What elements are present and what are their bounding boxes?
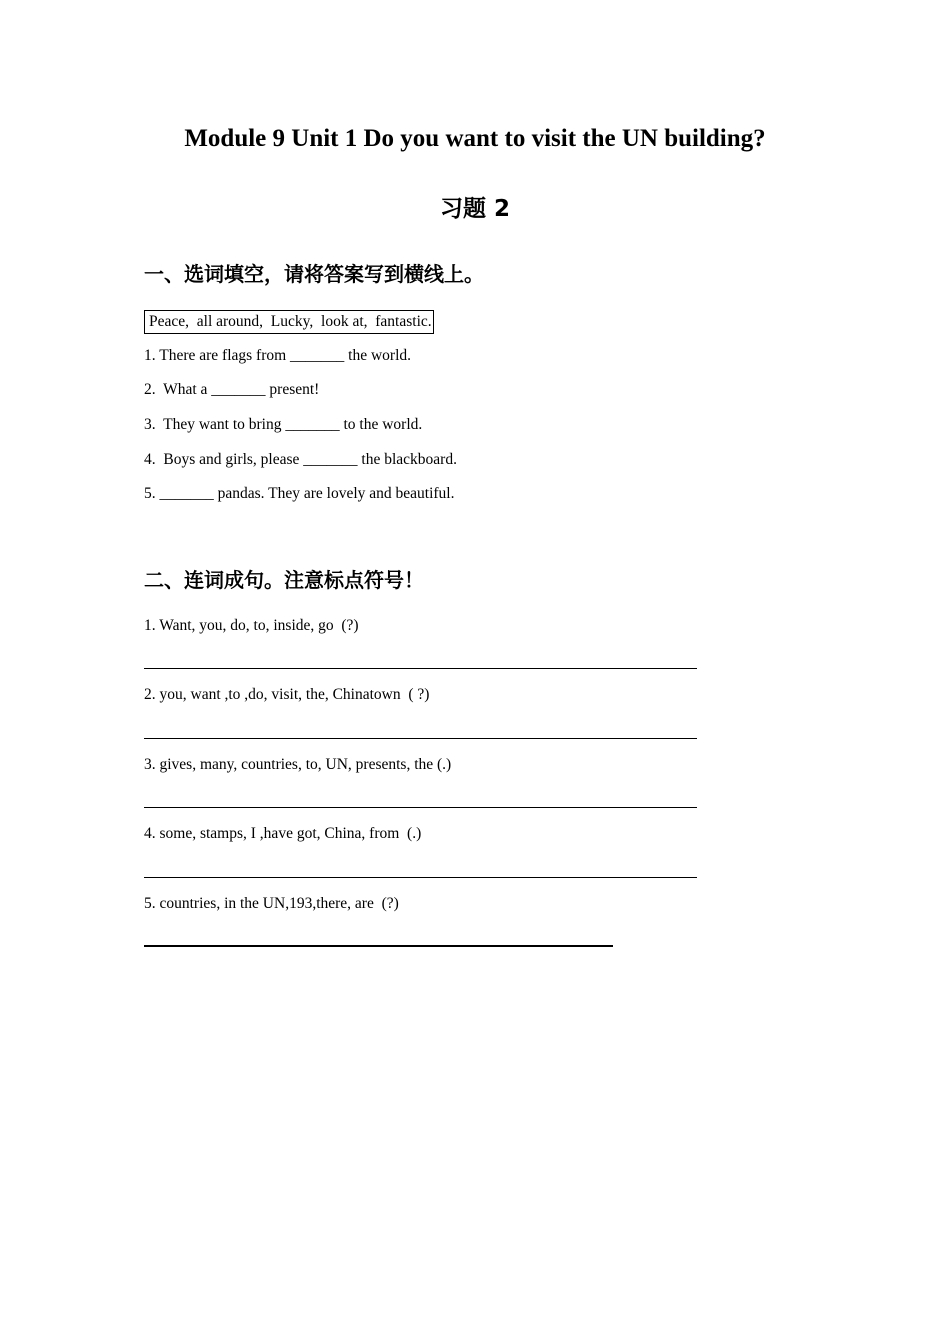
answer-line-1 bbox=[144, 668, 697, 669]
section2-heading: 二、连词成句。注意标点符号！ bbox=[144, 568, 424, 592]
fill-blank-item-2: 2. What a _______ present! bbox=[144, 381, 320, 398]
sentence-order-item-4: 4. some, stamps, I ,have got, China, from (.) bbox=[144, 825, 422, 842]
answer-line-4 bbox=[144, 877, 697, 878]
fill-blank-item-1: 1. There are flags from _______ the world. bbox=[144, 347, 412, 364]
worksheet-title: Module 9 Unit 1 Do you want to visit the UN building? bbox=[184, 125, 766, 152]
sentence-order-item-5: 5. countries, in the UN,193,there, are (?) bbox=[144, 895, 399, 912]
fill-blank-item-5: 5. _______ pandas. They are lovely and beautiful. bbox=[144, 485, 455, 502]
worksheet-subtitle: 习题 2 bbox=[439, 196, 510, 222]
section1-heading: 一、选词填空，请将答案写到横线上。 bbox=[144, 262, 484, 286]
answer-line-3 bbox=[144, 807, 697, 808]
word-bank-box: Peace, all around, Lucky, look at, fantastic. bbox=[144, 310, 434, 334]
answer-line-2 bbox=[144, 738, 697, 739]
fill-blank-item-4: 4. Boys and girls, please _______ the blackboard. bbox=[144, 451, 457, 468]
sentence-order-item-1: 1. Want, you, do, to, inside, go (?) bbox=[144, 617, 359, 634]
sentence-order-item-2: 2. you, want ,to ,do, visit, the, Chinatown ( ?) bbox=[144, 686, 430, 703]
answer-line-5 bbox=[144, 945, 613, 947]
fill-blank-item-3: 3. They want to bring _______ to the world. bbox=[144, 416, 423, 433]
sentence-order-item-3: 3. gives, many, countries, to, UN, presents, the (.) bbox=[144, 756, 452, 773]
